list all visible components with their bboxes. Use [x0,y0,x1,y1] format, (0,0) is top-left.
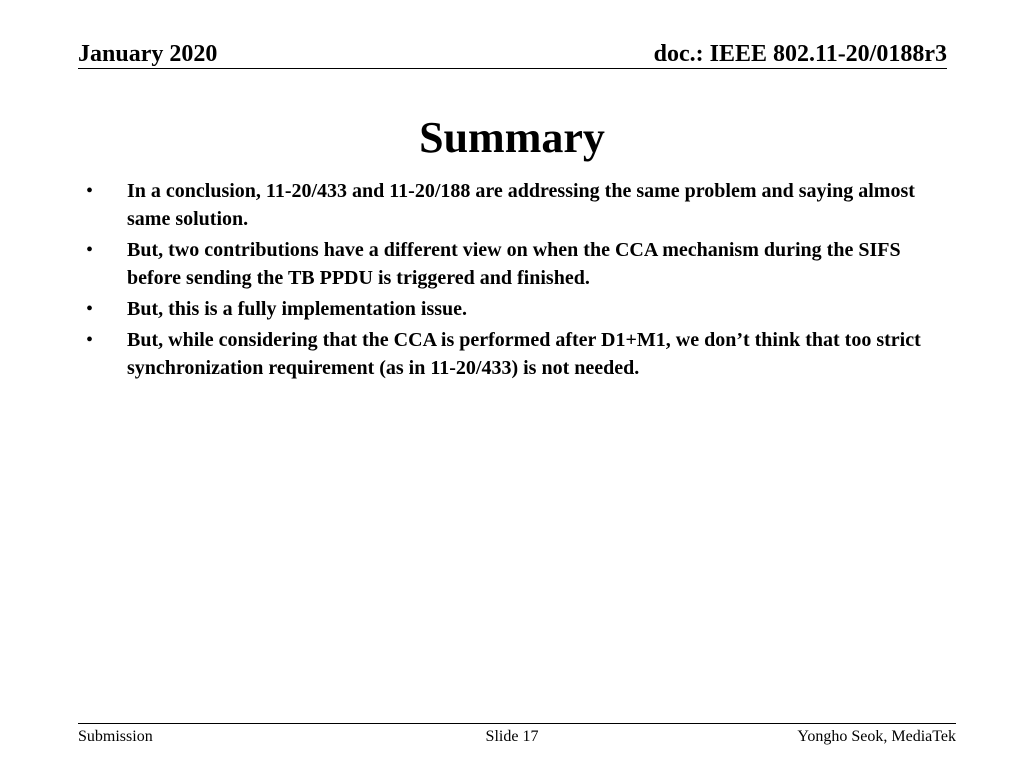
bullet-icon: • [86,298,94,320]
header-doc-id: doc.: IEEE 802.11-20/0188r3 [653,41,947,67]
bullet-text: In a conclusion, 11-20/433 and 11-20/188 are addressing the same problem and saying almost same solution. [127,180,915,230]
header-divider [78,68,947,69]
bullet-text: But, this is a fully implementation issue. [127,298,468,320]
bullet-icon: • [86,239,94,261]
bullet-item [84,177,944,233]
bullet-item [84,236,944,292]
bullet-item [84,326,944,382]
slide-title: Summary [419,113,605,162]
footer-author: Yongho Seok, MediaTek [797,728,956,745]
footer-divider [78,723,956,724]
bullet-text: But, two contributions have a different view on when the CCA mechanism during the SIFS before sending the TB PPDU is triggered and finished. [127,239,901,289]
footer-slide-number: Slide 17 [485,728,539,745]
bullet-icon: • [86,180,94,202]
footer-submission: Submission [78,728,153,745]
bullet-text: But, while considering that the CCA is performed after D1+M1, we don’t think that too strict synchronization requirement (as in 11-20/433) is not needed. [127,329,921,379]
bullet-list [84,177,944,385]
header-date: January 2020 [78,41,218,67]
bullet-icon: • [86,329,94,351]
bullet-item [84,295,944,323]
